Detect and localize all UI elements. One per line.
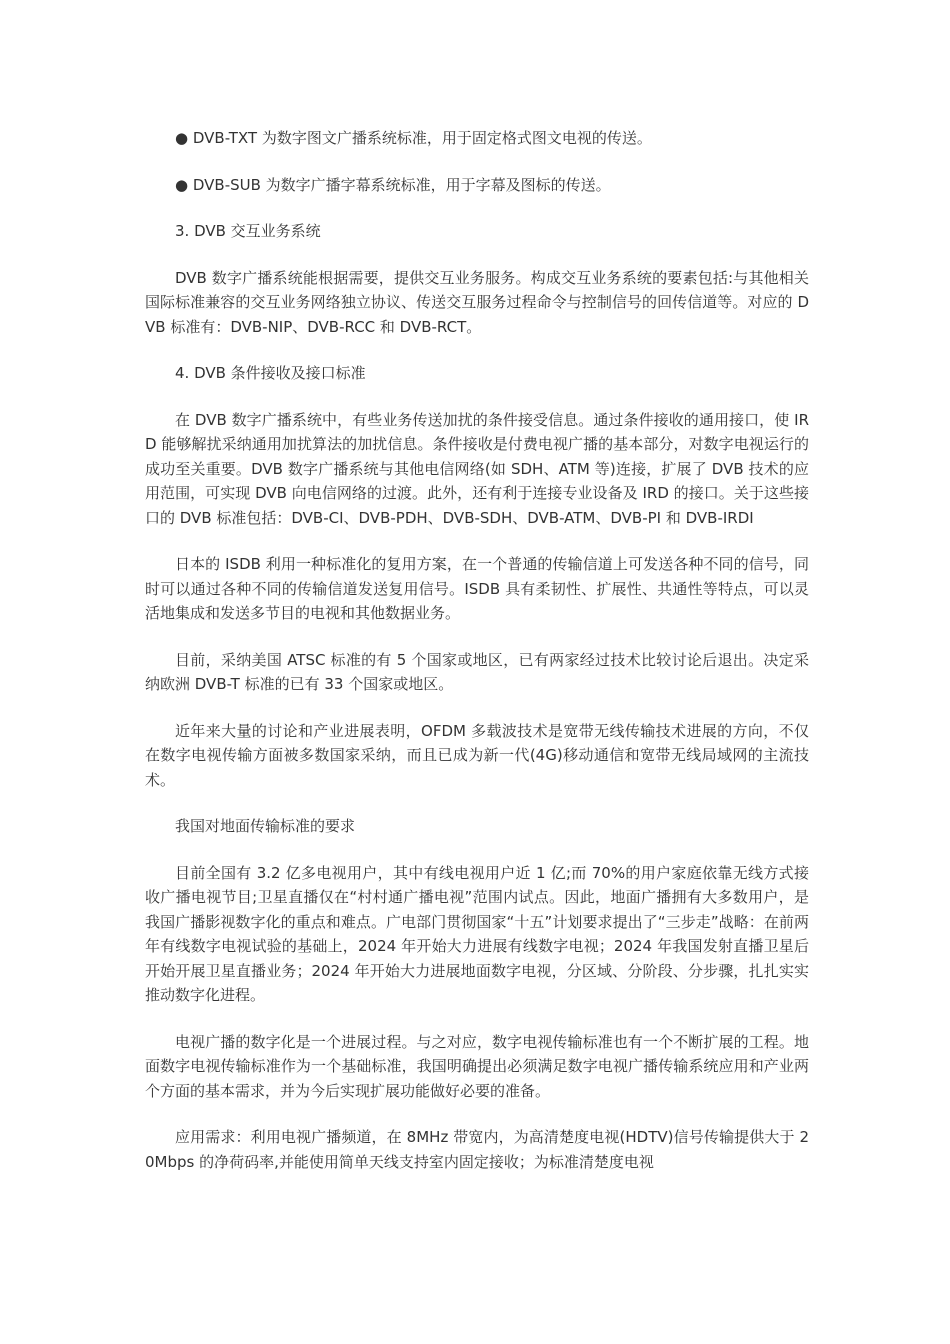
paragraph-application-requirements: 应用需求：利用电视广播频道，在 8MHz 带宽内，为高清楚度电视(HDTV)信号传输提供大于 20Mbps 的净荷码率,并能使用简单天线支持室内固定接收；为标准清楚度电视	[145, 1128, 809, 1171]
section-heading-terrestrial-requirements: 我国对地面传输标准的要求	[175, 817, 356, 835]
document-page	[145, 126, 809, 1196]
paragraph-digitization-process: 电视广播的数字化是一个进展过程。与之对应，数字电视传输标准也有一个不断扩展的工程。地面数字电视传输标准作为一个基础标准，我国明确提出必须满足数字电视广播传输系统应用和产业两个方面的基本需求，并为今后实现扩展功能做好必要的准备。	[145, 1032, 809, 1100]
paragraph-conditional-access: 在 DVB 数字广播系统中，有些业务传送加扰的条件接受信息。通过条件接收的通用接口，使 IRD 能够解扰采纳通用加扰算法的加扰信息。条件接收是付费电视广播的基本部分，对数字电视运行的成功至关重要。DVB 数字广播系统与其他电信网络(如 SDH、ATM 等)连接，扩展了 DVB 技术的应用范围，可实现 DVB 向电信网络的过渡。此外，还有利于连接专业设备及 IRD 的接口。关于这些接口的 DVB 标准包括：DVB-CI、DVB-PDH、DVB-SDH、DVB-ATM、DVB-PI 和 DVB-IRDI	[145, 410, 809, 527]
paragraph-tv-users: 目前全国有 3.2 亿多电视用户，其中有线电视用户近 1 亿;而 70%的用户家庭依靠无线方式接收广播电视节目;卫星直播仅在“村村通广播电视”范围内试点。因此，地面广播拥有大多数用户，是我国广播影视数字化的重点和难点。广电部门贯彻国家“十五”计划要求提出了“三步走”战略：在前两年有线数字电视试验的基础上，2024 年开始大力进展有线数字电视；2024 年我国发射直播卫星后开始开展卫星直播业务；2024 年开始大力进展地面数字电视，分区域、分阶段、分步骤，扎扎实实推动数字化进程。	[145, 863, 809, 1004]
paragraph-ofdm: 近年来大量的讨论和产业进展表明，OFDM 多载波技术是宽带无线传输技术进展的方向，不仅在数字电视传输方面被多数国家采纳，而且已成为新一代(4G)移动通信和宽带无线局域网的主流技术。	[145, 721, 809, 789]
section-heading-interactive: 3. DVB 交互业务系统	[175, 222, 321, 240]
paragraph-interactive-services: DVB 数字广播系统能根据需要，提供交互业务服务。构成交互业务系统的要素包括:与其他相关国际标准兼容的交互业务网络独立协议、传送交互服务过程命令与控制信号的回传信道等。对应的 DVB 标准有：DVB-NIP、DVB-RCC 和 DVB-RCT。	[145, 268, 809, 336]
paragraph-isdb: 日本的 ISDB 利用一种标准化的复用方案，在一个普通的传输信道上可发送各种不同的信号，同时可以通过各种不同的传输信道发送复用信号。ISDB 具有柔韧性、扩展性、共通性等特点，可以灵活地集成和发送多节目的电视和其他数据业务。	[145, 555, 809, 622]
bullet-dvb-txt: ● DVB-TXT 为数字图文广播系统标准，用于固定格式图文电视的传送。	[175, 129, 652, 147]
bullet-dvb-sub: ● DVB-SUB 为数字广播字幕系统标准，用于字幕及图标的传送。	[175, 175, 611, 194]
paragraph-atsc-dvbt: 目前，采纳美国 ATSC 标准的有 5 个国家或地区，已有两家经过技术比较讨论后退出。决定采纳欧洲 DVB-T 标准的已有 33 个国家或地区。	[145, 650, 809, 693]
section-heading-conditional-access: 4. DVB 条件接收及接口标准	[175, 364, 366, 382]
